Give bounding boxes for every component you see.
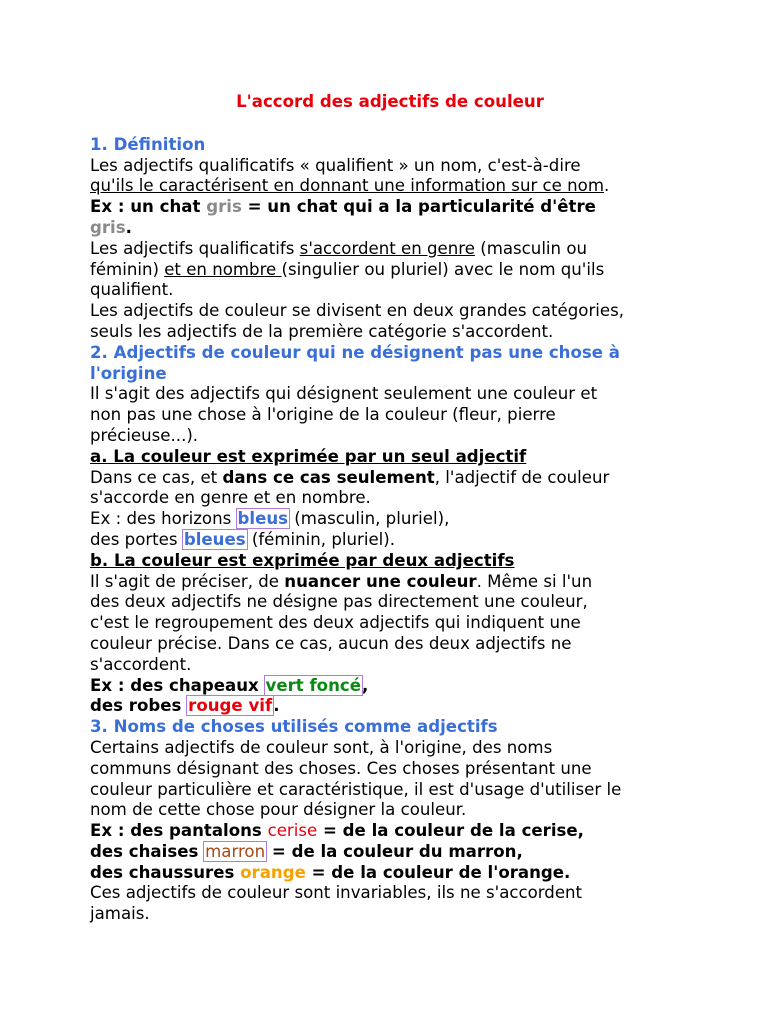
s3-text: couleur particulière et caractéristique, il est d'usage d'utiliser le (90, 779, 622, 799)
s2-text: non pas une chose à l'origine de la couleur (fleur, pierre (90, 405, 556, 425)
color-word-cerise: cerise (267, 821, 318, 841)
s1-text: Les adjectifs de couleur se divisent en deux grandes catégories, (90, 301, 625, 321)
section-2-heading (90, 343, 690, 385)
s1-paragraph-2 (90, 239, 690, 301)
example-text: des chaises (90, 841, 205, 861)
s3-text: communs désignant des choses. Ces choses présentant une (90, 758, 592, 778)
s2-text: s'accordent. (90, 654, 192, 674)
s1-paragraph-3 (90, 301, 690, 343)
example-text: = de la couleur de l'orange. (305, 862, 571, 882)
subsection-a-heading: a. La couleur est exprimée par un seul adjectif (90, 446, 527, 466)
section-3-heading: 3. Noms de choses utilisés comme adjectifs (90, 717, 498, 737)
document-title: L'accord des adjectifs de couleur (236, 92, 544, 111)
heading-line: l'origine (90, 363, 167, 383)
s1-text: . (604, 176, 610, 196)
example-text: Ex : des pantalons (90, 821, 268, 841)
s1-text: (singulier ou pluriel) avec le nom qu'ils (281, 259, 605, 279)
s2-text: c'est le regroupement des deux adjectifs qui indiquent une (90, 613, 581, 633)
s1-example (90, 197, 690, 239)
subsection-b-examples (90, 676, 690, 718)
example-text: , (362, 675, 369, 695)
s1-text: qualifient. (90, 280, 174, 300)
example-text: (féminin, pluriel). (246, 529, 396, 549)
s3-examples (90, 821, 690, 883)
s3-text: jamais. (90, 904, 150, 924)
s1-text: Les adjectifs qualificatifs (90, 238, 300, 258)
color-word-bleus: bleus (237, 509, 289, 529)
example-text: . (125, 217, 132, 237)
s3-text: nom de cette chose pour désigner la couleur. (90, 800, 467, 820)
s1-paragraph-1 (90, 156, 690, 198)
example-text: . (273, 696, 280, 716)
color-word-marron: marron (205, 841, 266, 861)
color-word-vert-fonce: vert foncé (265, 675, 361, 695)
example-text: Ex : un chat (90, 197, 207, 217)
color-word-rouge-vif: rouge vif (188, 696, 273, 716)
color-word-bleues: bleues (183, 529, 246, 549)
s2-text: Il s'agit de préciser, de (90, 571, 285, 591)
s2-text: Dans ce cas, et (90, 467, 223, 487)
s1-text: Les adjectifs qualificatifs « qualifient » un nom, c'est-à-dire (90, 155, 581, 175)
s1-underlined-text: qu'ils le caractérisent en donnant une information sur ce nom (90, 176, 605, 196)
s2-text: des deux adjectifs ne désigne pas directement une couleur, (90, 592, 588, 612)
s2-bold-text: dans ce cas seulement (222, 467, 435, 487)
example-text: = un chat qui a la particularité d'être (241, 197, 596, 217)
s1-text: féminin) (90, 259, 165, 279)
s2-text: Il s'agit des adjectifs qui désignent seulement une couleur et (90, 384, 598, 404)
example-text: des portes (90, 529, 183, 549)
section-1-heading: 1. Définition (90, 134, 206, 154)
s2-text: , l'adjectif de couleur (434, 467, 610, 487)
s2-text: . Même si l'un (476, 571, 593, 591)
s3-text: Certains adjectifs de couleur sont, à l'origine, des noms (90, 737, 553, 757)
heading-line: 2. Adjectifs de couleur qui ne désignent pas une chose à (90, 342, 621, 362)
s1-underlined-text: s'accordent en genre (299, 238, 475, 258)
example-text: = de la couleur de la cerise, (317, 821, 584, 841)
s3-conclusion (90, 883, 690, 925)
s2-bold-text: nuancer une couleur (284, 571, 477, 591)
example-text: Ex : des chapeaux (90, 675, 265, 695)
example-text: des robes (90, 696, 188, 716)
subsection-a-examples (90, 509, 690, 551)
color-word-gris: gris (206, 197, 242, 217)
subsection-b-heading: b. La couleur est exprimée par deux adjectifs (90, 550, 515, 570)
document-body (90, 92, 690, 925)
color-word-gris: gris (90, 217, 126, 237)
color-word-orange: orange (240, 862, 306, 882)
s2-text: couleur précise. Dans ce cas, aucun des deux adjectifs ne (90, 633, 572, 653)
s2-text: précieuse...). (90, 425, 199, 445)
example-text: des chaussures (90, 862, 241, 882)
s1-text: (masculin ou (474, 238, 588, 258)
s1-underlined-text: et en nombre (164, 259, 282, 279)
example-text: (masculin, pluriel), (289, 509, 450, 529)
subsection-b-text (90, 572, 690, 676)
s2-text: s'accorde en genre et en nombre. (90, 488, 371, 508)
s3-paragraph-1 (90, 738, 690, 821)
subsection-a-text (90, 468, 690, 510)
s2-paragraph-1 (90, 384, 690, 446)
example-text: = de la couleur du marron, (266, 841, 523, 861)
s3-text: Ces adjectifs de couleur sont invariables, ils ne s'accordent (90, 883, 583, 903)
s1-text: seuls les adjectifs de la première catégorie s'accordent. (90, 321, 554, 341)
example-text: Ex : des horizons (90, 509, 237, 529)
